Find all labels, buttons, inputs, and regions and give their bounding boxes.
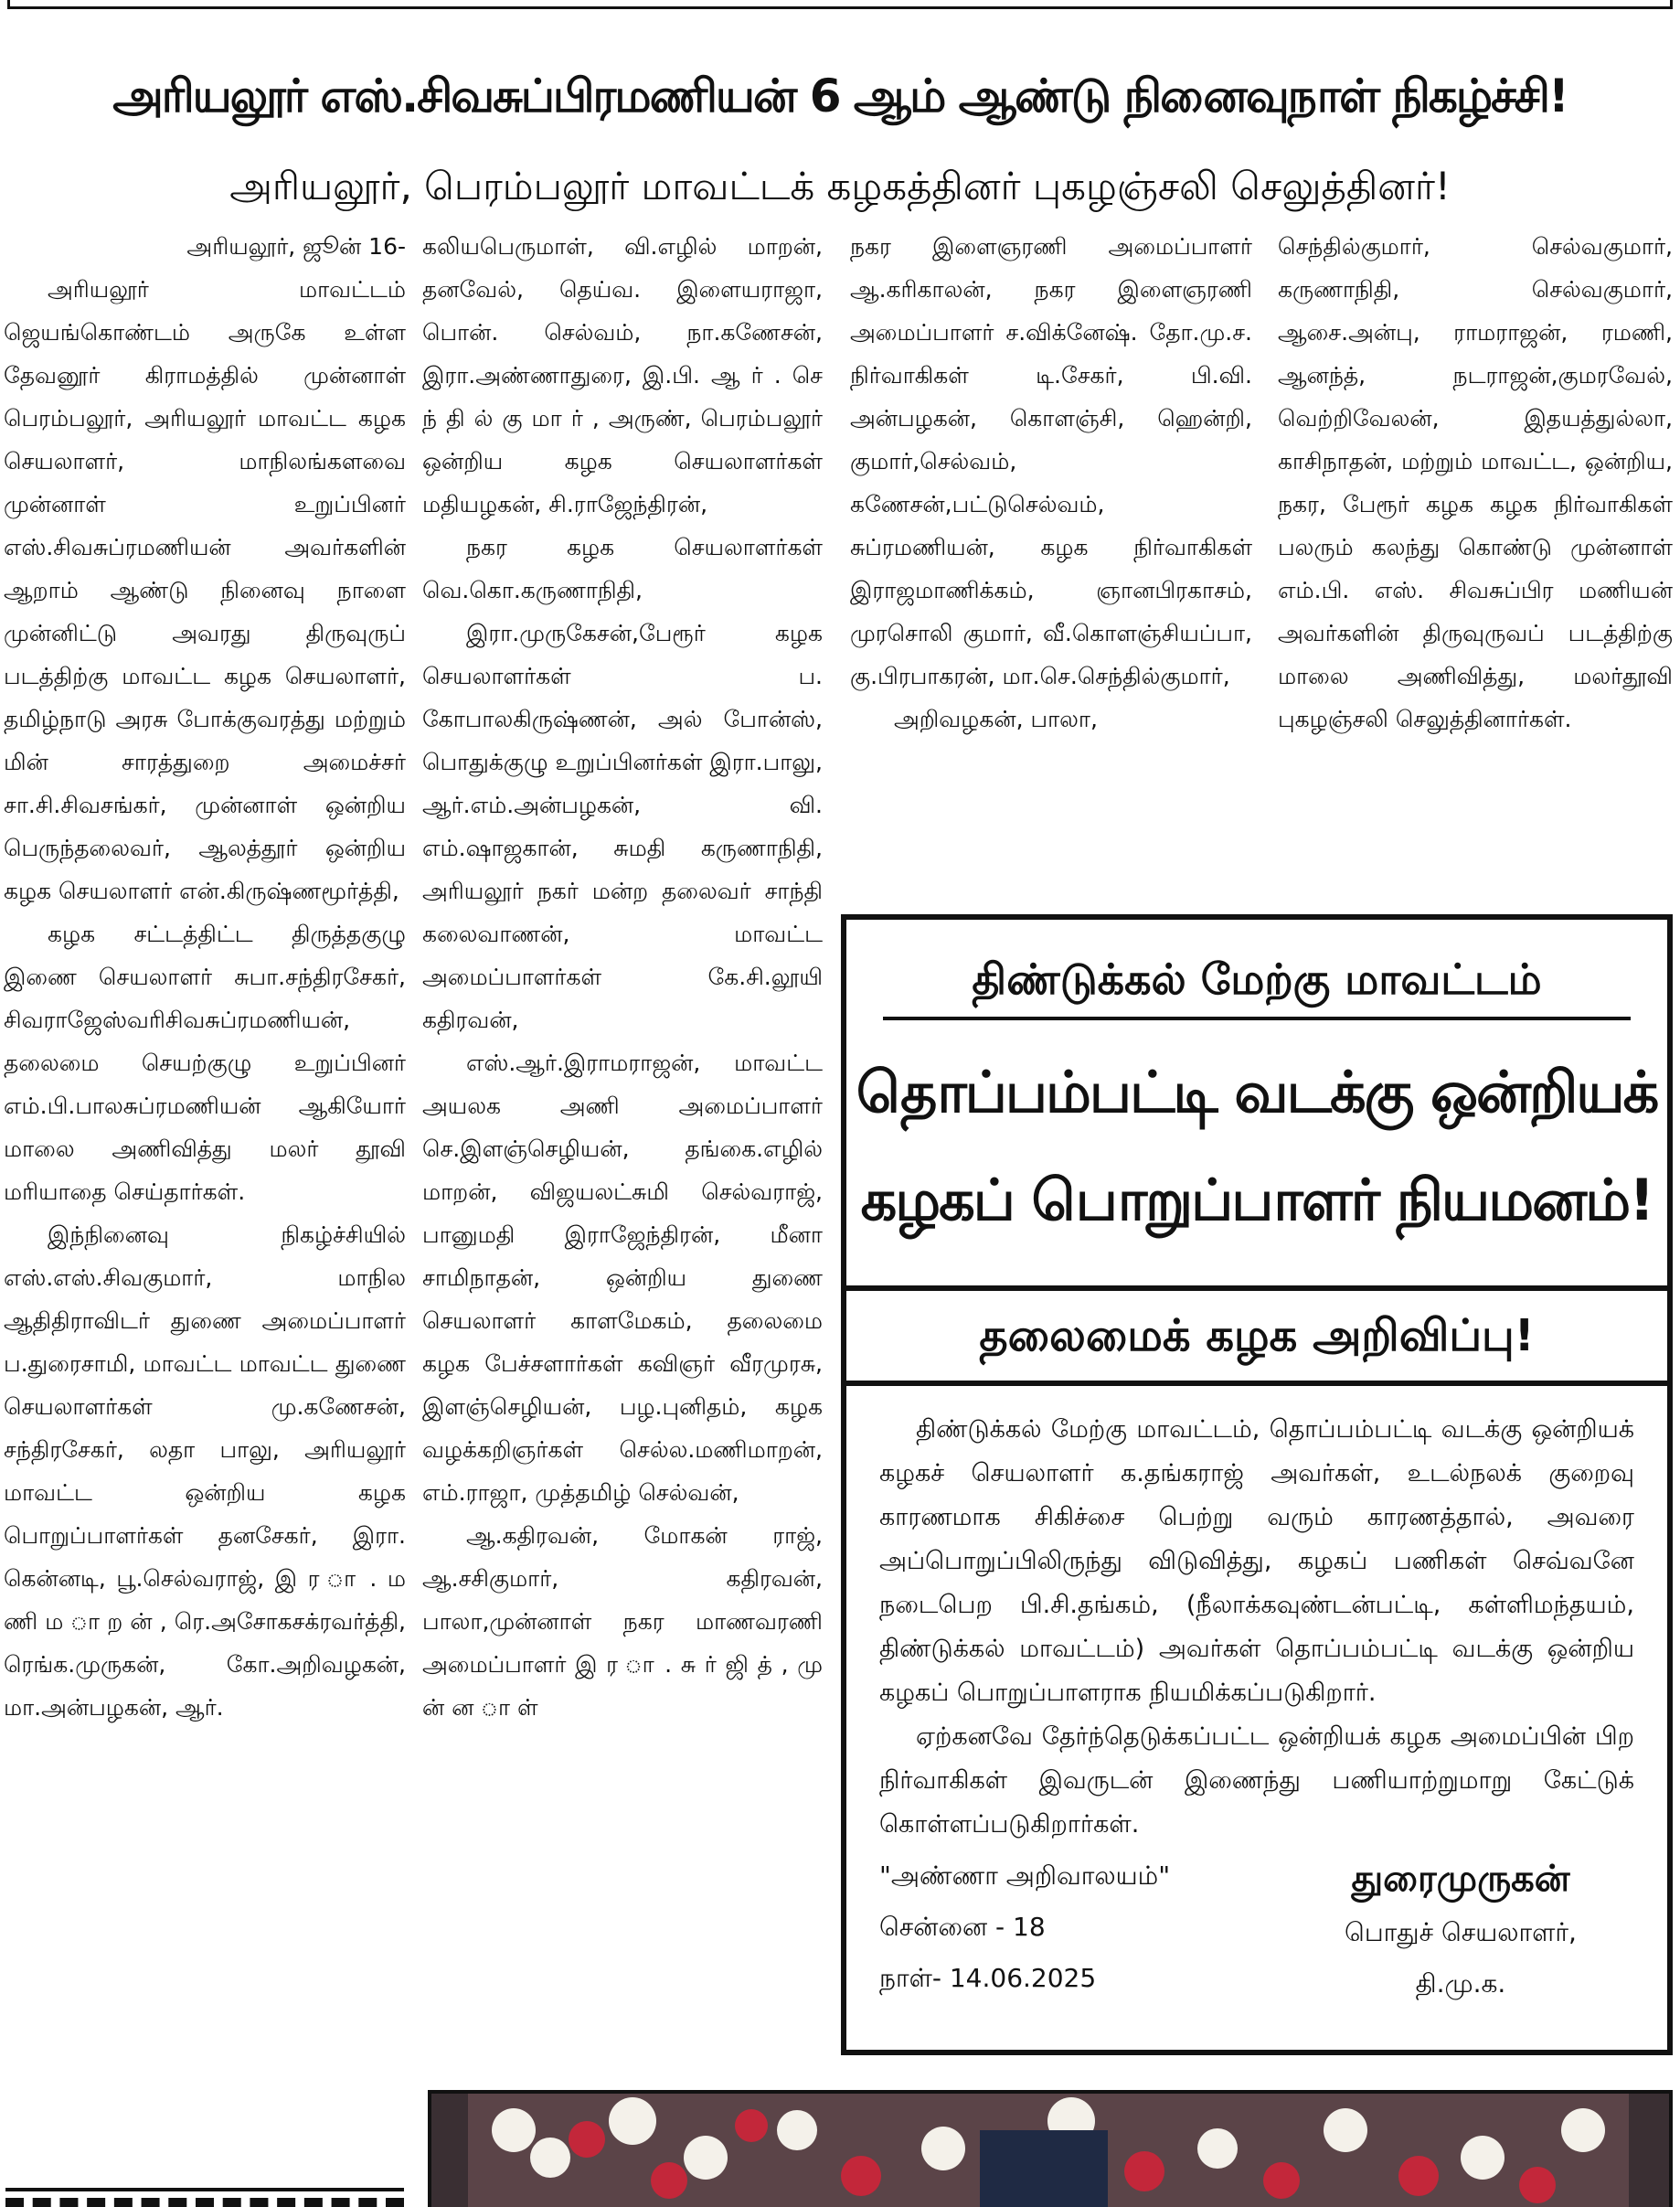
subheadline: அரியலூர், பெரம்பலூர் மாவட்டக் கழகத்தினர் புகழஞ்சலி செலுத்தினர்! bbox=[229, 164, 1451, 208]
notice-title-line: தொப்பம்பட்டி வடக்கு ஒன்றியக் bbox=[856, 1059, 1658, 1125]
article-column-1 bbox=[4, 225, 406, 2163]
article-paragraph: அறிவழகன், பாலா, bbox=[894, 706, 1098, 732]
article-paragraph: அரியலூர் மாவட்டம் ஜெயங்கொண்டம் அருகே உள்ள தேவனூர் கிராமத்தில் முன்னாள் பெரம்பலூர், அரியலூர் மாவட்ட கழக செயலாளர், மாநிலங்களவை முன்னாள் உறுப்பினர் எஸ்.சிவசுப்ரமணியன் அவர்களின் ஆறாம் ஆண்டு நினைவு நாளை முன்னிட்டு அவரது திருவுருப் படத்திற்கு மாவட்ட கழக செயலாளர், தமிழ்நாடு அரசு போக்குவரத்து மற்றும் மின் சாரத்துறை அமைச்சர் சா.சி.சிவசங்கர், முன்னாள் ஒன்றிய பெருந்தலைவர், ஆலத்தூர் ஒன்றிய கழக செயலாளர் என்.கிருஷ்ணமூர்த்தி, bbox=[4, 276, 406, 904]
signatory-role: பொதுச் செயலாளர், bbox=[1345, 1917, 1577, 1947]
notice-band: தலைமைக் கழக அறிவிப்பு! bbox=[846, 1285, 1667, 1386]
notice-body bbox=[879, 1408, 1634, 1847]
article-paragraph: ஆ.கதிரவன், மோகன் ராஜ், ஆ.சசிகுமார், கதிரவன், பாலா,முன்னாள் நகர மாணவரணி அமைப்பாளர் இ ர ா . சு ர் ஜி த் , மு ன் ன ா ள் bbox=[422, 1522, 823, 1721]
article-column-2 bbox=[422, 225, 823, 2072]
signatory-name: துரைமுருகன் bbox=[1351, 1858, 1570, 1900]
dateline: அரியலூர், ஜூன் 16- bbox=[186, 233, 406, 260]
article-column-3 bbox=[850, 225, 1252, 901]
notice-signature bbox=[1287, 1850, 1634, 2010]
article-paragraph: நகர கழக செயலாளர்கள் வெ.கொ.கருணாநிதி, bbox=[422, 534, 823, 603]
signatory-party: தி.மு.க. bbox=[1415, 1968, 1506, 1999]
notice-paragraph: திண்டுக்கல் மேற்கு மாவட்டம், தொப்பம்பட்டி வடக்கு ஒன்றியக் கழகச் செயலாளர் க.தங்கராஜ் அவர்கள், உடல்நலக் குறைவு காரணமாக சிகிச்சை பெற்று வரும் காரணத்தால், அவரை அப்பொறுப்பிலிருந்து விடுவித்து, கழகப் பணிகள் செவ்வனே நடைபெற பி.சி.தங்கம், (நீலாக்கவுண்டன்பட்டி, கள்ளிமந்தயம், திண்டுக்கல் மாவட்டம்) அவர்கள் தொப்பம்பட்டி வடக்கு ஒன்றிய கழகப் பொறுப்பாளராக நியமிக்கப்படுகிறார். bbox=[879, 1415, 1634, 1707]
article-column-4 bbox=[1278, 225, 1673, 901]
top-border-rule bbox=[7, 0, 1673, 9]
article-paragraph: செந்தில்குமார், செல்வகுமார், கருணாநிதி, செல்வகுமார், ஆசை.அன்பு, ராமராஜன், ரமணி, ஆனந்த், நடராஜன்,குமரவேல், வெற்றிவேலன், இதயத்துல்லா, காசிநாதன், மற்றும் மாவட்ட, ஒன்றிய, நகர, பேரூர் கழக கழக நிர்வாகிகள் பலரும் கலந்து கொண்டு முன்னாள் எம்.பி. எஸ். சிவசுப்பிர மணியன் அவர்களின் திருவுருவப் படத்திற்கு மாலை அணிவித்து, மலர்தூவி புகழஞ்சலி செலுத்தினார்கள். bbox=[1278, 233, 1673, 732]
notice-origin bbox=[879, 1850, 1263, 2004]
article-paragraph: எஸ்.ஆர்.இராமராஜன், மாவட்ட அயலக அணி அமைப்பாளர் செ.இளஞ்செழியன், தங்கை.எழில் மாறன், விஜயலட்சுமி செல்வராஜ், பானுமதி இராஜேந்திரன், மீனா சாமிநாதன், ஒன்றிய துணை செயலாளர் காளமேகம், தலைமை கழக பேச்சளார்கள் கவிஞர் வீரமுரசு, இளஞ்செழியன், பழ.புனிதம், கழக வழக்கறிஞர்கள் செல்ல.மணிமாறன், எம்.ராஜா, முத்தமிழ் செல்வன், bbox=[422, 1050, 823, 1506]
column-foot-rule bbox=[5, 2188, 404, 2207]
notice-title-line: கழகப் பொறுப்பாளர் நியமனம்! bbox=[860, 1167, 1653, 1233]
party-notice-box bbox=[841, 914, 1673, 2055]
headline: அரியலூர் எஸ்.சிவசுப்பிரமணியன் 6 ஆம் ஆண்டு நினைவுநாள் நிகழ்ச்சி! bbox=[112, 69, 1568, 123]
notice-date: நாள்- 14.06.2025 bbox=[879, 1963, 1097, 1993]
article-paragraph: கழக சட்டத்திட்ட திருத்தகுழு இணை செயலாளர் சுபா.சந்திரசேகர், சிவராஜேஸ்வரிசிவசுப்ரமணியன், தலைமை செயற்குழு உறுப்பினர் எம்.பி.பாலசுப்ரமணியன் ஆகியோர் மாலை அணிவித்து மலர் தூவி மரியாதை செய்தார்கள். bbox=[4, 921, 406, 1205]
article-paragraph: இரா.முருகேசன்,பேரூர் கழக செயலாளர்கள் ப. கோபாலகிருஷ்ணன், அல் போன்ஸ், பொதுக்குழு உறுப்பினர்கள் இரா.பாலு, ஆர்.எம்.அன்பழகன், வி. எம்.ஷாஜகான், சுமதி கருணாநிதி, அரியலூர் நகர் மன்ற தலைவர் சாந்தி கலைவாணன், மாவட்ட அமைப்பாளர்கள் கே.சி.லூயி கதிரவன், bbox=[422, 620, 823, 1033]
notice-title bbox=[856, 1039, 1658, 1254]
article-paragraph: கலியபெருமாள், வி.எழில் மாறன், தனவேல், தெய்வ. இளையராஜா, பொன். செல்வம், நா.கணேசன், இரா.அண்ணாதுரை, இ.பி. ஆ ர் . செ ந் தி ல் கு மா ர் , அருண், பெரம்பலூர் ஒன்றிய கழக செயலாளர்கள் மதியழகன், சி.ராஜேந்திரன், bbox=[422, 233, 823, 517]
flower-garland-photo bbox=[431, 2094, 1669, 2207]
tribute-photo bbox=[428, 2090, 1673, 2207]
notice-footer bbox=[879, 1850, 1634, 2042]
notice-place: "அண்ணா அறிவாலயம்" bbox=[879, 1860, 1171, 1891]
notice-kicker: திண்டுக்கல் மேற்கு மாவட்டம் bbox=[883, 947, 1631, 1020]
notice-header bbox=[846, 920, 1667, 1285]
article-paragraph: இந்நினைவு நிகழ்ச்சியில் எஸ்.எஸ்.சிவகுமார், மாநில ஆதிதிராவிடர் துணை அமைப்பாளர் ப.துரைசாமி, மாவட்ட மாவட்ட துணை செயலாளர்கள் மு.கணேசன், சந்திரசேகர், லதா பாலு, அரியலூர் மாவட்ட ஒன்றிய கழக பொறுப்பாளர்கள் தனசேகர், இரா. கென்னடி, பூ.செல்வராஜ், இ ர ா . ம ணி ம ா ற ன் , ரெ.அசோகசக்ரவர்த்தி, ரெங்க.முருகன், கோ.அறிவழகன், மா.அன்பழகன், ஆர். bbox=[4, 1221, 406, 1721]
article-paragraph: நகர இளைஞரணி அமைப்பாளர் ஆ.கரிகாலன், நகர இளைஞரணி அமைப்பாளர் ச.விக்னேஷ். தோ.மு.ச. நிர்வாகிகள் டி.சேகர், பி.வி. அன்பழகன், கொளஞ்சி, ஹென்றி, குமார்,செல்வம், கணேசன்,பட்டுசெல்வம், சுப்ரமணியன், கழக நிர்வாகிகள் இராஜமாணிக்கம், ஞானபிரகாசம், முரசொலி குமார், வீ.கொளஞ்சியப்பா, கு.பிரபாகரன், மா.செ.செந்தில்குமார், bbox=[850, 233, 1252, 689]
notice-paragraph: ஏற்கனவே தேர்ந்தெடுக்கப்பட்ட ஒன்றியக் கழக அமைப்பின் பிற நிர்வாகிகள் இவருடன் இணைந்து பணியாற்றுமாறு கேட்டுக் கொள்ளப்படுகிறார்கள். bbox=[879, 1722, 1634, 1839]
notice-city: சென்னை - 18 bbox=[879, 1912, 1046, 1942]
